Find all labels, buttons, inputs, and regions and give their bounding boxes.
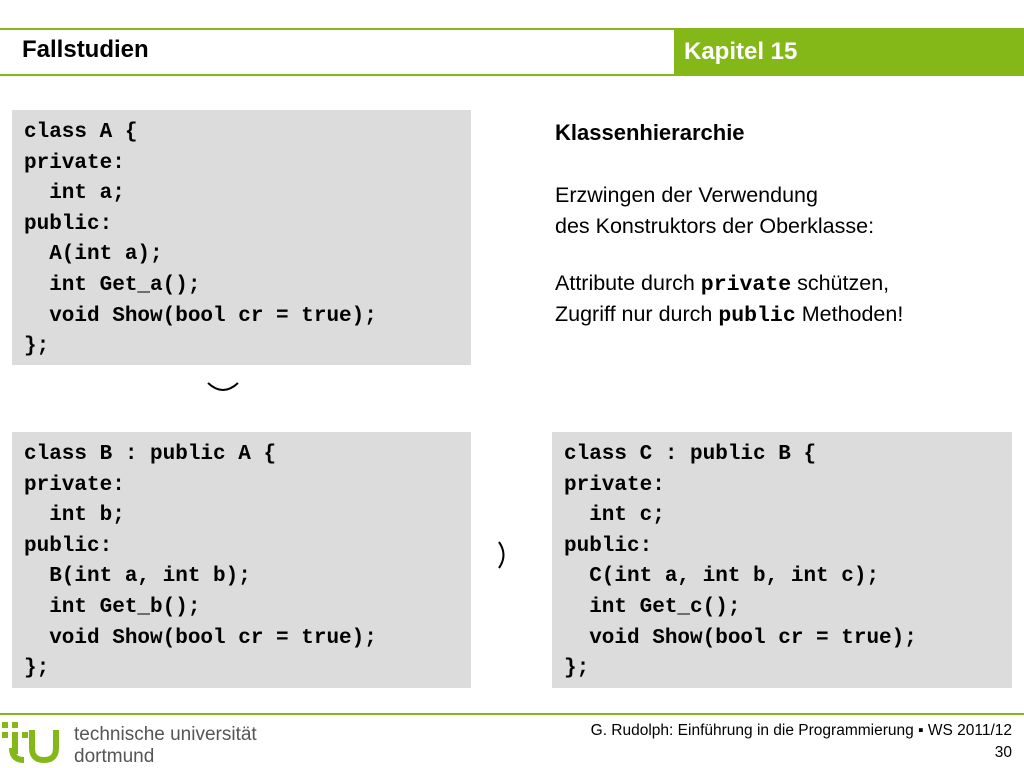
paren-mark bbox=[496, 540, 510, 570]
footer-credit bbox=[591, 720, 1012, 764]
arc-mark bbox=[206, 380, 240, 396]
page-number: 30 bbox=[994, 744, 1012, 761]
code-line: int Get_a(); bbox=[24, 273, 201, 297]
explanation-line: des Konstruktors der Oberklasse: bbox=[555, 214, 875, 238]
class-b-code-box bbox=[12, 432, 471, 688]
code-line: }; bbox=[564, 657, 590, 681]
university-line: technische universität bbox=[74, 724, 257, 745]
access-sentence bbox=[555, 299, 903, 332]
code-line: void Show(bool cr = true); bbox=[564, 626, 917, 650]
code-line: private: bbox=[564, 473, 665, 497]
code-line: int Get_c(); bbox=[564, 595, 741, 619]
access-prefix: Zugriff nur durch bbox=[555, 302, 719, 326]
code-line: A(int a); bbox=[24, 243, 163, 267]
footer-rule bbox=[0, 713, 1024, 715]
attribute-sentence bbox=[555, 268, 889, 301]
header-bottom-rule bbox=[0, 74, 1024, 76]
section-heading: Klassenhierarchie bbox=[555, 120, 745, 145]
code-line: public: bbox=[24, 534, 113, 558]
code-line: class A { bbox=[24, 121, 138, 144]
attribute-suffix: schützen, bbox=[791, 271, 890, 295]
code-line: int a; bbox=[24, 182, 125, 206]
code-line: }; bbox=[24, 335, 50, 359]
code-line: void Show(bool cr = true); bbox=[24, 304, 377, 328]
class-a-code-box bbox=[12, 110, 471, 365]
access-suffix: Methoden! bbox=[795, 302, 904, 326]
chapter-label: Kapitel 15 bbox=[684, 38, 798, 65]
credit-line: G. Rudolph: Einführung in die Programmierung ▪ WS 2011/12 bbox=[590, 722, 1012, 739]
code-line: class B : public A { bbox=[24, 443, 277, 466]
university-name bbox=[74, 724, 257, 768]
code-line: public: bbox=[24, 212, 113, 236]
code-line: void Show(bool cr = true); bbox=[24, 626, 377, 650]
code-line: private: bbox=[24, 151, 125, 175]
code-line: B(int a, int b); bbox=[24, 565, 251, 589]
code-line: int Get_b(); bbox=[24, 595, 201, 619]
explanation-line: Erzwingen der Verwendung bbox=[555, 183, 818, 207]
public-keyword: public bbox=[718, 304, 796, 328]
university-line: dortmund bbox=[74, 746, 155, 767]
attribute-prefix: Attribute durch bbox=[555, 271, 701, 295]
private-keyword: private bbox=[700, 273, 792, 297]
code-line: class C : public B { bbox=[564, 443, 817, 466]
slide-title: Fallstudien bbox=[22, 36, 149, 63]
code-line: C(int a, int b, int c); bbox=[564, 565, 880, 589]
code-line: int c; bbox=[564, 504, 665, 528]
code-line: public: bbox=[564, 534, 653, 558]
code-line: int b; bbox=[24, 504, 125, 528]
code-line: }; bbox=[24, 657, 50, 681]
code-line: private: bbox=[24, 473, 125, 497]
class-c-code-box bbox=[552, 432, 1012, 688]
tu-logo bbox=[2, 718, 68, 768]
